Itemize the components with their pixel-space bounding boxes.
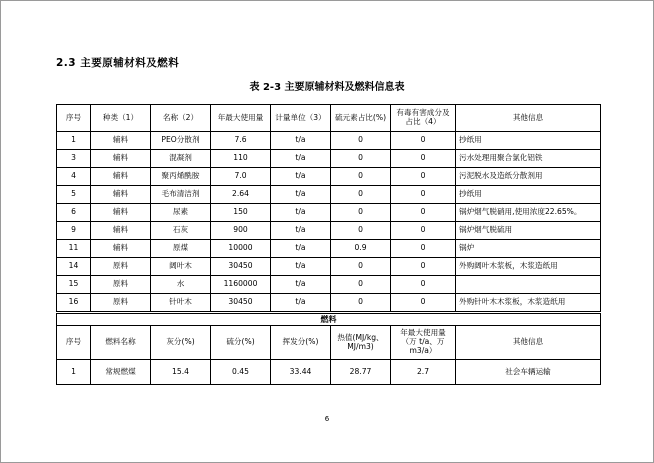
fuel-header-row-cell: 灰分(%) xyxy=(151,326,211,360)
materials-row-cell: 7.0 xyxy=(211,168,271,186)
fuel-row-cell: 2.7 xyxy=(391,360,456,385)
materials-row xyxy=(57,132,601,150)
materials-row-cell: 0 xyxy=(391,294,456,312)
materials-row-cell: 0 xyxy=(391,204,456,222)
materials-row-cell xyxy=(456,276,601,294)
materials-row-cell: 14 xyxy=(57,258,91,276)
materials-row-cell: 抄纸用 xyxy=(456,186,601,204)
materials-row-cell: 0 xyxy=(331,204,391,222)
materials-row-cell: 0 xyxy=(331,294,391,312)
materials-row-cell: 辅料 xyxy=(91,222,151,240)
fuel-header-row xyxy=(57,326,601,360)
materials-row xyxy=(57,150,601,168)
materials-row xyxy=(57,294,601,312)
materials-row xyxy=(57,240,601,258)
materials-row-cell: t/a xyxy=(271,258,331,276)
materials-header-row-cell: 硫元素占比(%) xyxy=(331,105,391,132)
materials-row-cell: 30450 xyxy=(211,294,271,312)
fuel-table xyxy=(56,313,601,385)
fuel-header-row-cell: 年最大使用量（万 t/a、万 m3/a） xyxy=(391,326,456,360)
materials-row-cell: 锅炉 xyxy=(456,240,601,258)
materials-row-cell: 16 xyxy=(57,294,91,312)
materials-row-cell: 0 xyxy=(331,132,391,150)
materials-header-row-cell: 年最大使用量 xyxy=(211,105,271,132)
materials-row-cell: 0 xyxy=(331,222,391,240)
materials-row-cell: 原料 xyxy=(91,294,151,312)
materials-row-cell: t/a xyxy=(271,222,331,240)
materials-header-row-cell: 名称（2） xyxy=(151,105,211,132)
materials-row-cell: 110 xyxy=(211,150,271,168)
materials-row-cell: 阔叶木 xyxy=(151,258,211,276)
fuel-header-row-cell: 挥发分(%) xyxy=(271,326,331,360)
fuel-row-cell: 常规燃煤 xyxy=(91,360,151,385)
materials-row-cell: PEO分散剂 xyxy=(151,132,211,150)
materials-row-cell: 尿素 xyxy=(151,204,211,222)
materials-row-cell: 3 xyxy=(57,150,91,168)
materials-row-cell: 辅料 xyxy=(91,240,151,258)
materials-row-cell: 聚丙烯酰胺 xyxy=(151,168,211,186)
materials-header-row-cell: 序号 xyxy=(57,105,91,132)
materials-row-cell: 毛布清洁剂 xyxy=(151,186,211,204)
materials-row-cell: 原料 xyxy=(91,276,151,294)
fuel-header-row-cell: 燃料名称 xyxy=(91,326,151,360)
materials-row-cell: 0 xyxy=(391,132,456,150)
materials-row-cell: 0 xyxy=(391,186,456,204)
materials-row-cell: t/a xyxy=(271,276,331,294)
materials-row-cell: 0 xyxy=(331,150,391,168)
materials-row-cell: t/a xyxy=(271,186,331,204)
materials-row-cell: 11 xyxy=(57,240,91,258)
fuel-row-cell: 1 xyxy=(57,360,91,385)
materials-row-cell: t/a xyxy=(271,294,331,312)
materials-row-cell: 污泥脱水及造纸分散剂用 xyxy=(456,168,601,186)
materials-row xyxy=(57,168,601,186)
materials-row-cell: 0 xyxy=(331,276,391,294)
materials-row-cell: 0 xyxy=(391,168,456,186)
materials-row-cell: 7.6 xyxy=(211,132,271,150)
materials-row xyxy=(57,258,601,276)
materials-row-cell: 0 xyxy=(391,222,456,240)
materials-row-cell: t/a xyxy=(271,240,331,258)
materials-row-cell: 0 xyxy=(331,186,391,204)
fuel-header-row-cell: 硫分(%) xyxy=(211,326,271,360)
materials-row-cell: 原煤 xyxy=(151,240,211,258)
materials-row-cell: 0 xyxy=(391,258,456,276)
fuel-row xyxy=(57,360,601,385)
materials-row-cell: 10000 xyxy=(211,240,271,258)
table-caption: 表 2-3 主要原辅材料及燃料信息表 xyxy=(249,82,405,93)
page-number: 6 xyxy=(324,415,330,423)
materials-row-cell: 针叶木 xyxy=(151,294,211,312)
materials-header-row xyxy=(57,105,601,132)
materials-row-cell: 4 xyxy=(57,168,91,186)
materials-row-cell: 锅炉烟气脱硫用 xyxy=(456,222,601,240)
materials-row-cell: 0 xyxy=(391,276,456,294)
materials-row-cell: 2.64 xyxy=(211,186,271,204)
materials-row-cell: 原料 xyxy=(91,258,151,276)
materials-row-cell: 锅炉烟气脱硝用,使用浓度22.65%。 xyxy=(456,204,601,222)
materials-row xyxy=(57,186,601,204)
materials-row-cell: 水 xyxy=(151,276,211,294)
materials-row-cell: 6 xyxy=(57,204,91,222)
materials-header-row-cell: 计量单位（3） xyxy=(271,105,331,132)
materials-row-cell: 900 xyxy=(211,222,271,240)
materials-row-cell: t/a xyxy=(271,150,331,168)
materials-table xyxy=(56,104,601,312)
fuel-row-cell: 0.45 xyxy=(211,360,271,385)
materials-row-cell: 9 xyxy=(57,222,91,240)
materials-row-cell: 石灰 xyxy=(151,222,211,240)
materials-row xyxy=(57,276,601,294)
materials-row-cell: 1160000 xyxy=(211,276,271,294)
fuel-row-cell: 33.44 xyxy=(271,360,331,385)
materials-row-cell: t/a xyxy=(271,132,331,150)
materials-row xyxy=(57,204,601,222)
materials-row-cell: 辅料 xyxy=(91,204,151,222)
materials-row-cell: 0 xyxy=(331,168,391,186)
materials-row-cell: 30450 xyxy=(211,258,271,276)
materials-header-row-cell: 有毒有害成分及占比（4） xyxy=(391,105,456,132)
materials-row-cell: 5 xyxy=(57,186,91,204)
materials-row-cell: 辅料 xyxy=(91,132,151,150)
fuel-header-row-cell: 其他信息 xyxy=(456,326,601,360)
materials-row-cell: 15 xyxy=(57,276,91,294)
fuel-header-row-cell: 序号 xyxy=(57,326,91,360)
materials-row-cell: t/a xyxy=(271,204,331,222)
fuel-header-row-cell: 热值(MJ/kg、MJ/m3) xyxy=(331,326,391,360)
materials-row-cell: 0 xyxy=(391,150,456,168)
materials-row-cell: 1 xyxy=(57,132,91,150)
materials-row-cell: t/a xyxy=(271,168,331,186)
section-heading: 2.3 主要原辅材料及燃料 xyxy=(56,57,180,69)
materials-row-cell: 外购阔叶木浆板，木浆造纸用 xyxy=(456,258,601,276)
materials-row-cell: 外购针叶木木浆板，木浆造纸用 xyxy=(456,294,601,312)
materials-row-cell: 0 xyxy=(331,258,391,276)
materials-header-row-cell: 种类（1） xyxy=(91,105,151,132)
fuel-row-cell: 15.4 xyxy=(151,360,211,385)
materials-row-cell: 辅料 xyxy=(91,150,151,168)
materials-row xyxy=(57,222,601,240)
materials-row-cell: 抄纸用 xyxy=(456,132,601,150)
materials-row-cell: 辅料 xyxy=(91,186,151,204)
materials-row-cell: 0.9 xyxy=(331,240,391,258)
fuel-table-title: 燃料 xyxy=(57,314,601,326)
fuel-row-cell: 28.77 xyxy=(331,360,391,385)
materials-row-cell: 150 xyxy=(211,204,271,222)
fuel-row-cell: 社会车辆运输 xyxy=(456,360,601,385)
materials-row-cell: 混凝剂 xyxy=(151,150,211,168)
materials-row-cell: 污水处理用聚合氯化铝铁 xyxy=(456,150,601,168)
materials-header-row-cell: 其他信息 xyxy=(456,105,601,132)
materials-row-cell: 0 xyxy=(391,240,456,258)
materials-row-cell: 辅料 xyxy=(91,168,151,186)
